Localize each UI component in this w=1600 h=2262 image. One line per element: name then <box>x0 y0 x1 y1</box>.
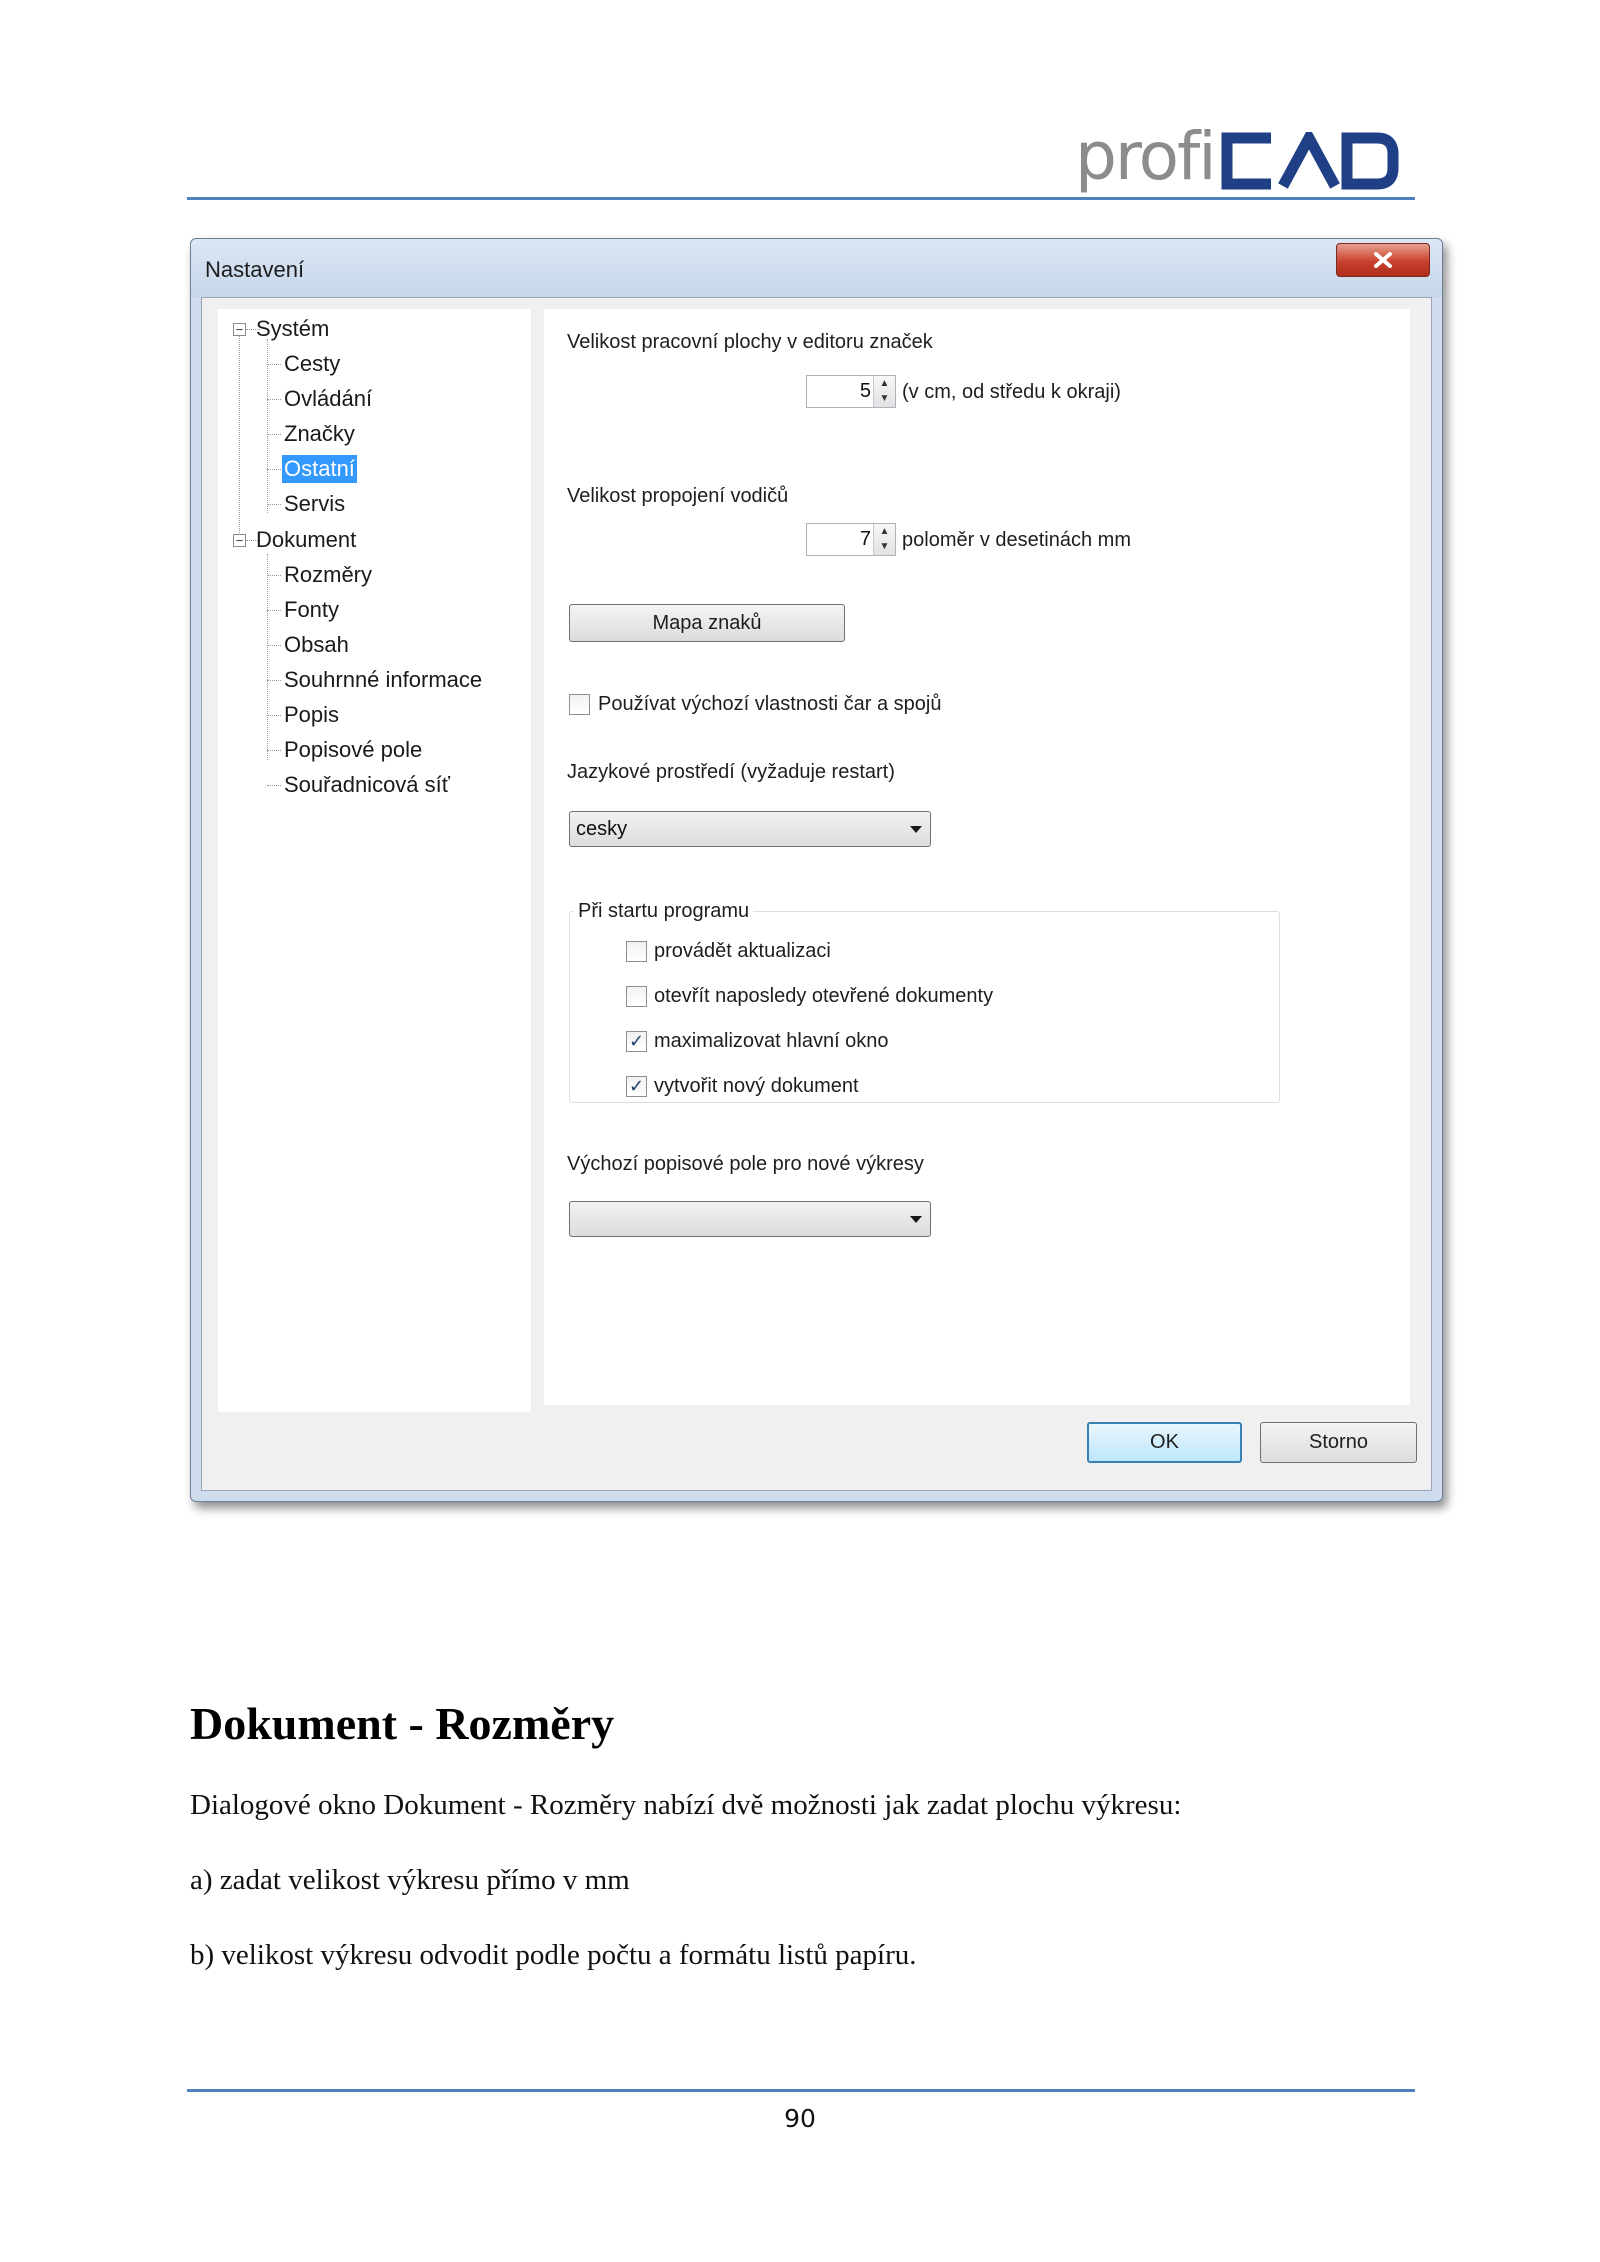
language-value: cesky <box>576 818 628 840</box>
settings-panel <box>544 309 1410 1405</box>
title-block-select[interactable] <box>569 1201 931 1237</box>
tree-item-ostatni[interactable]: Ostatní <box>284 456 355 481</box>
collapse-icon[interactable]: − <box>233 323 246 336</box>
junction-size-value: 7 <box>859 528 871 550</box>
startup-group-title: Při startu programu <box>574 900 753 923</box>
tree-item-obsah[interactable]: Obsah <box>284 632 349 657</box>
workspace-size-label: Velikost pracovní plochy v editoru značek <box>567 331 933 353</box>
language-label: Jazykové prostředí (vyžaduje restart) <box>567 761 895 783</box>
dialog-client <box>201 297 1432 1491</box>
new-document-label: vytvořit nový dokument <box>654 1075 859 1097</box>
tree-item-popisove-pole[interactable]: Popisové pole <box>284 737 423 762</box>
default-properties-checkbox[interactable] <box>569 694 590 715</box>
tree-line <box>239 329 240 547</box>
junction-size-label: Velikost propojení vodičů <box>567 485 789 507</box>
tree-line <box>267 715 281 716</box>
dialog-title: Nastavení <box>205 257 305 282</box>
tree-item-souradnicova-sit[interactable]: Souřadnicová síť <box>284 772 451 797</box>
maximize-window-label: maximalizovat hlavní okno <box>654 1030 889 1052</box>
tree-line <box>267 434 281 435</box>
tree-item-popis[interactable]: Popis <box>284 702 340 727</box>
dialog-titlebar[interactable] <box>191 239 1442 297</box>
settings-tree <box>218 309 531 1412</box>
paragraph-option-b: b) velikost výkresu odvodit podle počtu a formátu listů papíru. <box>190 1939 917 1971</box>
tree-item-souhrnne-informace[interactable]: Souhrnné informace <box>284 667 483 692</box>
dropdown-arrow-icon <box>910 1216 922 1223</box>
character-map-button[interactable]: Mapa znaků <box>569 604 845 642</box>
tree-item-system[interactable]: Systém <box>256 316 330 341</box>
spin-up-icon[interactable]: ▲ <box>879 526 890 537</box>
spinner-arrows[interactable] <box>873 524 895 555</box>
ok-button[interactable]: OK <box>1087 1422 1242 1463</box>
tree-line <box>267 785 281 786</box>
tree-line <box>267 339 268 513</box>
footer-rule <box>187 2089 1415 2092</box>
tree-item-cesty[interactable]: Cesty <box>284 351 341 376</box>
tree-line <box>267 645 281 646</box>
maximize-window-checkbox[interactable] <box>626 1031 647 1052</box>
junction-size-spinner[interactable] <box>806 523 896 556</box>
open-last-docs-label: otevřít naposledy otevřené dokumenty <box>654 985 994 1007</box>
default-properties-label: Používat výchozí vlastnosti čar a spojů <box>598 693 942 715</box>
tree-line <box>267 750 281 751</box>
cancel-button[interactable]: Storno <box>1260 1422 1417 1463</box>
spin-down-icon[interactable]: ▼ <box>879 393 890 404</box>
tree-item-ovladani[interactable]: Ovládání <box>284 386 373 411</box>
tree-line <box>267 575 281 576</box>
proficad-logo <box>1075 100 1399 195</box>
tree-line <box>267 554 268 760</box>
close-button[interactable] <box>1336 243 1430 277</box>
tree-line <box>267 469 281 470</box>
tree-item-znacky[interactable]: Značky <box>284 421 355 446</box>
paragraph-intro: Dialogové okno Dokument - Rozměry nabízí dvě možnosti jak zadat plochu výkresu: <box>190 1789 1182 1821</box>
new-document-checkbox[interactable] <box>626 1076 647 1097</box>
tree-line <box>267 504 281 505</box>
logo-profi-text: profi <box>1075 118 1215 195</box>
workspace-size-spinner[interactable] <box>806 375 896 408</box>
spin-down-icon[interactable]: ▼ <box>879 541 890 552</box>
title-block-label: Výchozí popisové pole pro nové výkresy <box>567 1153 924 1175</box>
update-checkbox[interactable] <box>626 941 647 962</box>
tree-line <box>267 399 281 400</box>
dropdown-arrow-icon <box>910 826 922 833</box>
update-label: provádět aktualizaci <box>654 940 831 962</box>
section-heading: Dokument - Rozměry <box>190 1698 615 1749</box>
tree-line <box>267 680 281 681</box>
logo-cad-glyphs <box>1219 132 1399 190</box>
junction-size-unit: poloměr v desetinách mm <box>902 529 1131 551</box>
tree-item-fonty[interactable]: Fonty <box>284 597 340 622</box>
settings-dialog <box>190 238 1443 1502</box>
paragraph-option-a: a) zadat velikost výkresu přímo v mm <box>190 1864 630 1896</box>
workspace-size-value: 5 <box>859 380 871 402</box>
checkmark-icon: ✓ <box>628 1076 645 1096</box>
collapse-icon[interactable]: − <box>233 534 246 547</box>
open-last-docs-checkbox[interactable] <box>626 986 647 1007</box>
tree-item-rozmery[interactable]: Rozměry <box>284 562 373 587</box>
spinner-arrows[interactable] <box>873 376 895 407</box>
language-select[interactable] <box>569 811 931 847</box>
logo-cad-mark <box>1219 132 1399 190</box>
close-icon <box>1373 252 1393 268</box>
tree-item-dokument[interactable]: Dokument <box>256 527 357 552</box>
tree-item-servis[interactable]: Servis <box>284 491 346 516</box>
tree-line <box>267 610 281 611</box>
spin-up-icon[interactable]: ▲ <box>879 378 890 389</box>
tree-line <box>267 364 281 365</box>
header-rule <box>187 197 1415 200</box>
workspace-size-unit: (v cm, od středu k okraji) <box>902 381 1121 403</box>
checkmark-icon: ✓ <box>628 1031 645 1051</box>
page-number: 90 <box>784 2104 816 2133</box>
